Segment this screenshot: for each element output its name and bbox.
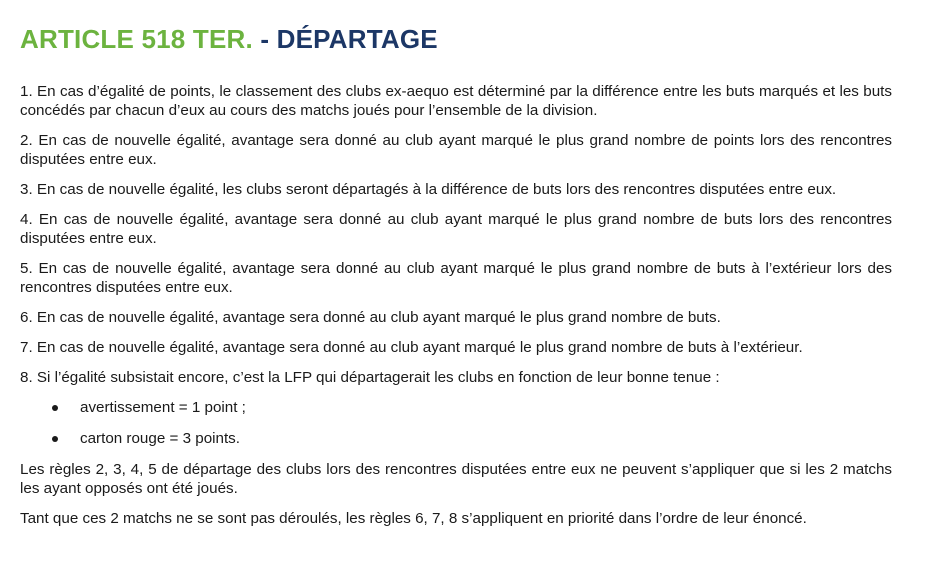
closing-paragraph-1: Les règles 2, 3, 4, 5 de départage des clubs lors des rencontres disputées entre eux ne peuvent s’appliquer que si les 2 matchs les ayant opposés ont été joués. <box>20 461 892 497</box>
bullet-text: avertissement = 1 point ; <box>80 399 246 416</box>
rule-paragraph-8: 8. Si l’égalité subsistait encore, c’est la LFP qui départagerait les clubs en fonction de leur bonne tenue : <box>20 369 720 386</box>
rule-paragraph-7: 7. En cas de nouvelle égalité, avantage sera donné au club ayant marqué le plus grand nombre de buts à l’extérieur. <box>20 339 803 356</box>
bullet-text: carton rouge = 3 points. <box>80 430 240 447</box>
rule-paragraph-4: 4. En cas de nouvelle égalité, avantage sera donné au club ayant marqué le plus grand nombre de buts lors des rencontres disputées entre eux. <box>20 211 892 247</box>
rule-paragraph-1: 1. En cas d’égalité de points, le classement des clubs ex-aequo est déterminé par la différence entre les buts marqués et les buts concédés par chacun d’eux au cours des matchs joués pour l’ensemble de la division. <box>20 83 892 119</box>
article-title-subject: - DÉPARTAGE <box>252 24 438 54</box>
rule-paragraph-5: 5. En cas de nouvelle égalité, avantage sera donné au club ayant marqué le plus grand nombre de buts à l’extérieur lors des rencontres disputées entre eux. <box>20 260 892 296</box>
document-page <box>20 22 892 539</box>
rule-paragraph-6: 6. En cas de nouvelle égalité, avantage sera donné au club ayant marqué le plus grand nombre de buts. <box>20 309 721 326</box>
bullet-list <box>20 398 892 448</box>
rule-paragraph-3: 3. En cas de nouvelle égalité, les clubs seront départagés à la différence de buts lors des rencontres disputées entre eux. <box>20 181 837 198</box>
rule-paragraph-2: 2. En cas de nouvelle égalité, avantage sera donné au club ayant marqué le plus grand nombre de points lors des rencontres disputées entre eux. <box>20 132 892 168</box>
bullet-icon <box>52 405 58 411</box>
bullet-icon <box>52 436 58 442</box>
list-item <box>20 429 892 448</box>
closing-paragraph-2: Tant que ces 2 matchs ne se sont pas déroulés, les règles 6, 7, 8 s’appliquent en priorité dans l’ordre de leur énoncé. <box>20 510 807 527</box>
article-title <box>20 22 892 56</box>
article-title-number: ARTICLE 518 TER. <box>20 24 253 54</box>
list-item <box>20 398 892 417</box>
